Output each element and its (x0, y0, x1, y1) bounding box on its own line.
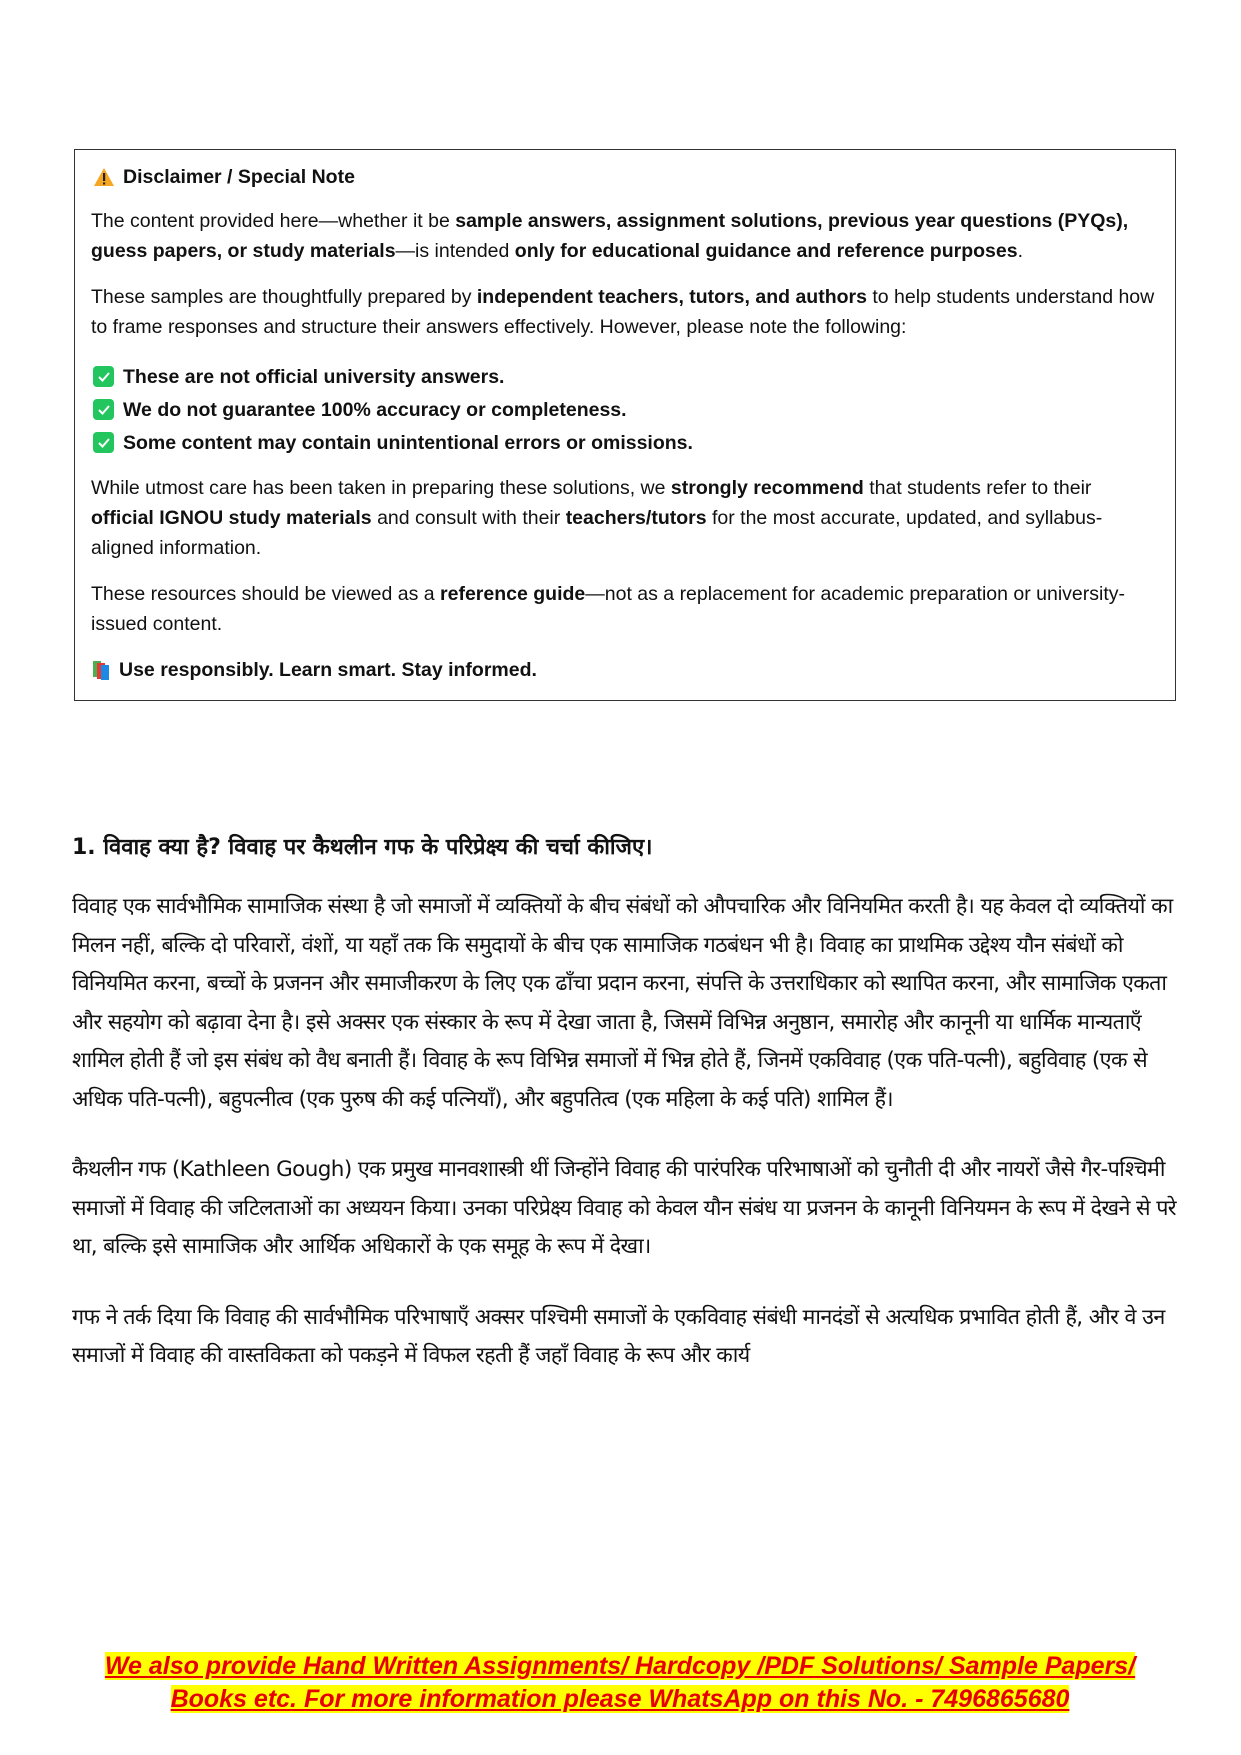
checklist (91, 360, 1159, 459)
question-heading: 1. विवाह क्या है? विवाह पर कैथलीन गफ के परिप्रेक्ष्य की चर्चा कीजिए। (72, 835, 653, 860)
checklist-text: These are not official university answers. (123, 365, 505, 388)
promo-banner (96, 1650, 1144, 1716)
checklist-item (91, 360, 1159, 393)
bold-text: sample answers, assignment solutions, previous year questions (PYQs), guess papers, or study materials (91, 210, 1129, 262)
disclaimer-box (74, 149, 1176, 701)
text: The content provided here—whether it be (91, 210, 456, 232)
answer-content (72, 830, 1182, 1376)
check-box-icon (93, 366, 114, 387)
text: and consult with their (371, 507, 566, 529)
disclaimer-footer-text: Use responsibly. Learn smart. Stay informed. (119, 659, 537, 681)
answer-paragraph: कैथलीन गफ (Kathleen Gough) एक प्रमुख मानवशास्त्री थीं जिन्होंने विवाह की पारंपरिक परिभाषाओं को चुनौती दी और नायरों जैसे गैर-पश्चिमी समाजों में विवाह की जटिलताओं का अध्ययन किया। उनका परिप्रेक्ष्य विवाह को केवल यौन संबंध या प्रजनन के कानूनी विनियमन के रूप में देखने से परे था, बल्कि इसे सामाजिक और आर्थिक अधिकारों के एक समूह के रूप में देखा। (72, 1157, 1176, 1259)
check-box-icon (93, 432, 114, 453)
text: to help students understand how to frame responses and structure their answers effectively. However, please note the following: (91, 286, 1155, 338)
checklist-item (91, 426, 1159, 459)
bold-text: only for educational guidance and reference purposes (514, 240, 1018, 262)
warning-icon (93, 167, 115, 187)
answer-paragraph: गफ ने तर्क दिया कि विवाह की सार्वभौमिक परिभाषाएँ अक्सर पश्चिमी समाजों के एकविवाह संबंधी मानदंडों से अत्यधिक प्रभावित होती हैं, और वे उन समाजों में विवाह की वास्तविकता को पकड़ने में विफल रहती हैं जहाँ विवाह के रूप और कार्य (72, 1304, 1165, 1368)
text: These resources should be viewed as a (91, 583, 441, 605)
checklist-item (91, 393, 1159, 426)
books-icon (91, 659, 111, 681)
text: that students refer to their (863, 477, 1092, 499)
text: These samples are thoughtfully prepared by (91, 286, 477, 308)
check-box-icon (93, 399, 114, 420)
answer-paragraph: विवाह एक सार्वभौमिक सामाजिक संस्था है जो समाजों में व्यक्तियों के बीच संबंधों को औपचारिक और विनियमित करती है। यह केवल दो व्यक्तियों का मिलन नहीं, बल्कि दो परिवारों, वंशों, या यहाँ तक कि समुदायों के बीच एक सामाजिक गठबंधन भी है। विवाह का प्राथमिक उद्देश्य यौन संबंधों को विनियमित करना, बच्चों के प्रजनन और समाजीकरण के लिए एक ढाँचा प्रदान करना, संपत्ति के उत्तराधिकार को स्थापित करना, और सामाजिक एकता और सहयोग को बढ़ावा देना है। इसे अक्सर एक संस्कार के रूप में देखा जाता है, जिसमें विभिन्न अनुष्ठान, समारोह और कानूनी या धार्मिक मान्यताएँ शामिल होती हैं जो इस संबंध को वैध बनाती हैं। विवाह के रूप विभिन्न समाजों में भिन्न होते हैं, जिनमें एकविवाह (एक पति-पत्नी), बहुविवाह (एक से अधिक पति-पत्नी), बहुपत्नीत्व (एक पुरुष की कई पत्नियाँ), और बहुपतित्व (एक महिला के कई पति) शामिल हैं। (72, 894, 1173, 1112)
disclaimer-title (91, 162, 1159, 192)
bold-text: official IGNOU study materials (91, 507, 372, 529)
bold-text: reference guide (440, 583, 586, 605)
promo-line-1: We also provide Hand Written Assignments/ Hardcopy /PDF Solutions/ Sample Papers/ (104, 1652, 1136, 1680)
bold-text: teachers/tutors (565, 507, 707, 529)
text: —is intended (395, 240, 515, 262)
bold-text: independent teachers, tutors, and authors (476, 286, 867, 308)
disclaimer-footer (91, 655, 1159, 685)
text: for the most accurate, updated, and syllabus-aligned information. (91, 507, 1103, 559)
disclaimer-paragraph-3 (91, 473, 1159, 563)
checklist-text: Some content may contain unintentional errors or omissions. (123, 431, 693, 454)
checklist-text: We do not guarantee 100% accuracy or completeness. (123, 398, 627, 421)
text: —not as a replacement for academic preparation or university-issued content. (91, 583, 1126, 635)
bold-text: strongly recommend (670, 477, 864, 499)
disclaimer-paragraph-2 (91, 282, 1159, 342)
text: While utmost care has been taken in preparing these solutions, we (91, 477, 671, 499)
disclaimer-paragraph-4 (91, 579, 1159, 639)
disclaimer-title-text: Disclaimer / Special Note (123, 166, 355, 188)
disclaimer-paragraph-1 (91, 206, 1159, 266)
promo-line-2: Books etc. For more information please WhatsApp on this No. - 7496865680 (170, 1685, 1070, 1713)
text: . (1017, 240, 1024, 262)
